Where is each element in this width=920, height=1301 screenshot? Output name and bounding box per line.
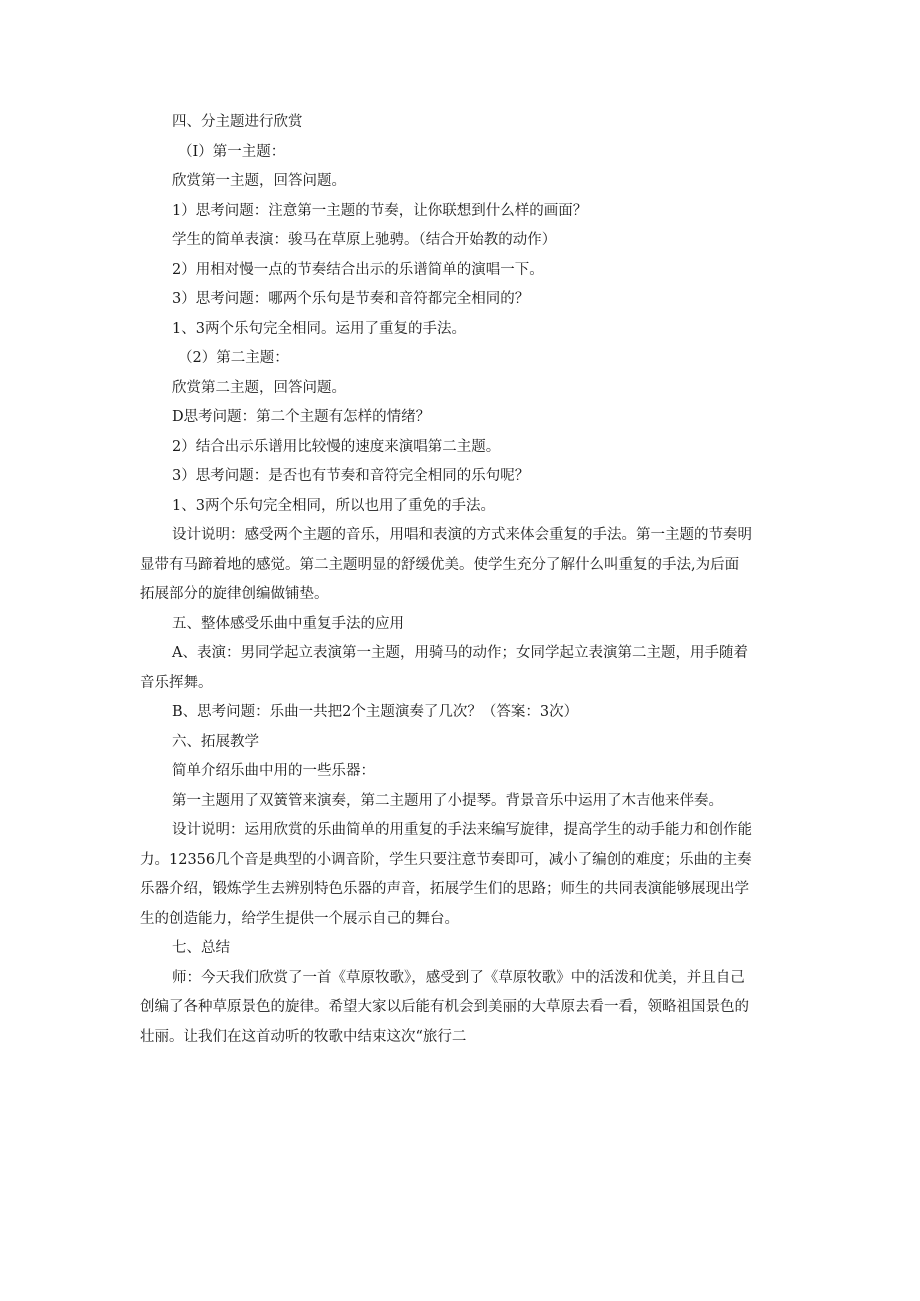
- theme2-heading: （2）第二主题：: [178, 350, 289, 366]
- document-body: [140, 108, 785, 1052]
- text-line: 2）结合出示乐谱用比较慢的速度来演唱第二主题。: [172, 438, 501, 455]
- design-note-line: 生的创造能力，给学生提供一个展示自己的舞台。: [140, 910, 459, 927]
- section6-instruments: 第一主题用了双簧管来演奏，第二主题用了小提琴。背景音乐中运用了木吉他来伴奏。: [172, 792, 723, 809]
- text-line: 欣赏第二主题，回答问题。: [172, 379, 346, 396]
- design-note-line: 显带有马蹄着地的感觉。第二主题明显的舒缓优美。使学生充分了解什么叫重复的手法,为后面: [140, 556, 740, 573]
- section4-title: 四、分主题进行欣赏: [172, 114, 303, 130]
- theme1-heading: （I）第一主题：: [178, 143, 286, 160]
- text-line: 3）思考问题：是否也有节奏和音符完全相同的乐句呢？: [172, 468, 530, 484]
- section5-b: B、思考问题：乐曲一共把2个主题演奏了几次？（答案：3次）: [172, 704, 579, 720]
- section5-a: [140, 639, 785, 698]
- design-note-2: [140, 816, 785, 934]
- text-line: 1、3两个乐句完全相同。运用了重复的手法。: [172, 320, 466, 337]
- text-line: 1、3两个乐句完全相同，所以也用了重免的手法。: [172, 497, 495, 514]
- design-note-line: 力。12356几个音是典型的小调音阶，学生只要注意节奏即可，减小了编创的难度；乐曲的主奏: [140, 851, 752, 868]
- text-line: 学生的简单表演：骏马在草原上驰骋。（结合开始教的动作）: [172, 232, 557, 248]
- section6-intro: 简单介绍乐曲中用的一些乐器：: [172, 763, 375, 779]
- design-note-line: 拓展部分的旋律创编做铺垫。: [140, 586, 329, 602]
- text-line: 欣赏第一主题，回答问题。: [172, 173, 346, 189]
- text-line: 2）用相对慢一点的节奏结合出示的乐谱简单的演唱一下。: [172, 261, 544, 278]
- design-note-line: 设计说明：感受两个主题的音乐，用唱和表演的方式来体会重复的手法。第一主题的节奏明: [172, 527, 752, 543]
- section5-title: 五、整体感受乐曲中重复手法的应用: [172, 615, 404, 632]
- section6-title: 六、拓展教学: [172, 733, 259, 750]
- text-line: D思考问题：第二个主题有怎样的情绪？: [172, 409, 431, 425]
- section5-a-line: A、表演：男同学起立表演第一主题，用骑马的动作；女同学起立表演第二主题，用手随着: [172, 645, 748, 661]
- summary: [140, 964, 785, 1053]
- design-note-line: 设计说明：运用欣赏的乐曲简单的用重复的手法来编写旋律，提高学生的动手能力和创作能: [172, 822, 752, 838]
- summary-line: 创编了各种草原景色的旋律。希望大家以后能有机会到美丽的大草原去看一看，领略祖国景色的: [140, 999, 749, 1015]
- design-note-line: 乐器介绍，锻炼学生去辨别特色乐器的声音，拓展学生们的思路；师生的共同表演能够展现出学: [140, 881, 749, 897]
- summary-line: 壮丽。让我们在这首动听的牧歌中结束这次“旅行二: [140, 1028, 467, 1045]
- text-line: 3）思考问题：哪两个乐句是节奏和音符都完全相同的？: [172, 291, 530, 307]
- section5-a-line: 音乐挥舞。: [140, 674, 213, 691]
- section7-title: 七、总结: [172, 940, 230, 956]
- summary-line: 师：今天我们欣赏了一首《草原牧歌》，感受到了《草原牧歌》中的活泼和优美，并且自己: [172, 969, 745, 986]
- design-note-1: [140, 521, 785, 610]
- text-line: 1）思考问题：注意第一主题的节奏，让你联想到什么样的画面？: [172, 202, 588, 219]
